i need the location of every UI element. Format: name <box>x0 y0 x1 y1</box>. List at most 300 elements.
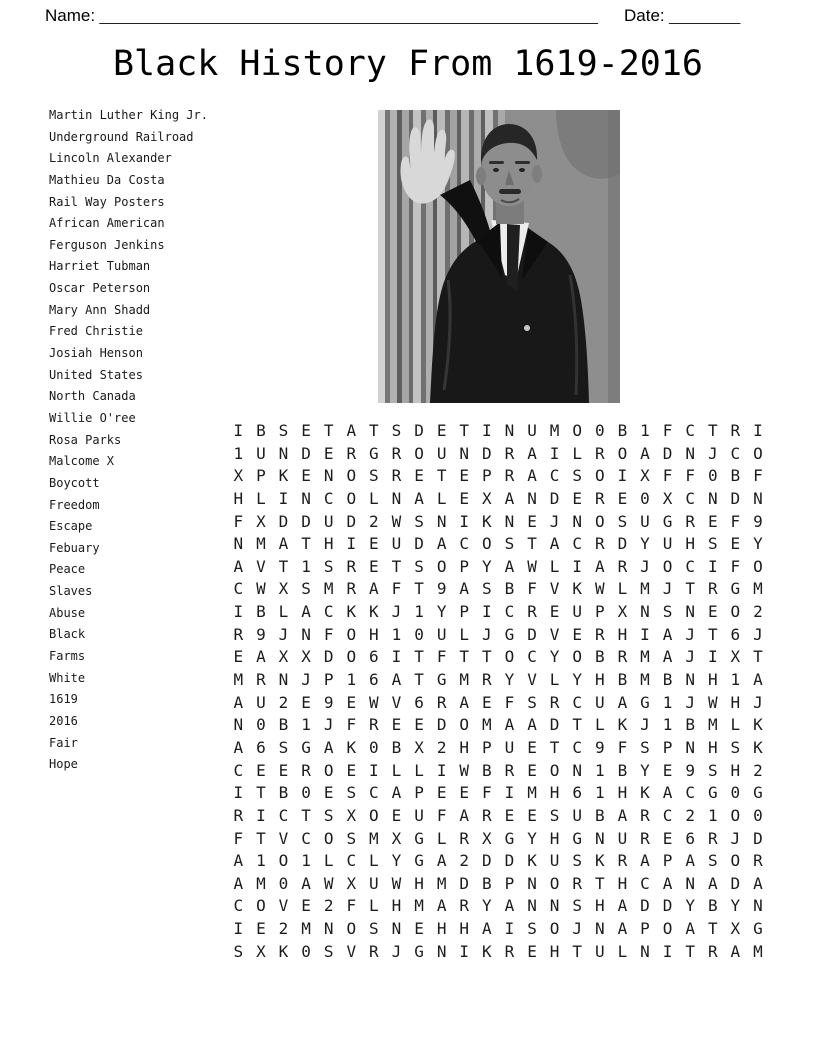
grid-cell: S <box>301 579 311 599</box>
grid-cell: M <box>233 670 244 690</box>
grid-cell: Y <box>482 896 492 916</box>
grid-cell: A <box>662 647 673 667</box>
grid-cell: G <box>504 624 515 644</box>
grid-cell: N <box>504 511 515 531</box>
grid-cell: 0 <box>369 737 379 757</box>
grid-cell: N <box>685 602 695 622</box>
grid-row <box>227 488 769 511</box>
grid-cell: S <box>414 556 424 576</box>
grid-cell: L <box>617 579 628 599</box>
grid-cell: E <box>549 602 560 622</box>
word-list-item: Black <box>49 627 86 642</box>
grid-cell: F <box>436 647 447 667</box>
grid-cell: A <box>436 851 447 871</box>
grid-cell: S <box>323 805 334 825</box>
word-list-item: Malcome X <box>49 454 115 469</box>
grid-cell: G <box>753 783 763 803</box>
grid-row <box>227 760 769 783</box>
grid-row <box>227 624 769 647</box>
grid-cell: M <box>256 873 266 893</box>
grid-cell: U <box>572 602 583 622</box>
grid-cell: X <box>346 805 357 825</box>
grid-cell: Y <box>572 670 583 690</box>
grid-cell: J <box>707 443 718 463</box>
word-list-item: North Canada <box>49 389 136 404</box>
grid-cell: T <box>436 466 447 486</box>
grid-cell: N <box>527 896 537 916</box>
grid-cell: I <box>640 624 650 644</box>
grid-cell: 2 <box>436 737 447 757</box>
grid-cell: L <box>617 941 628 961</box>
grid-cell: R <box>617 556 628 576</box>
grid-cell: R <box>617 851 628 871</box>
grid-cell: F <box>346 896 357 916</box>
grid-row <box>227 578 769 601</box>
grid-cell: U <box>594 941 605 961</box>
grid-cell: R <box>459 828 470 848</box>
grid-cell: J <box>549 511 560 531</box>
grid-cell: E <box>527 805 537 825</box>
grid-cell: A <box>301 873 311 893</box>
grid-cell: A <box>256 647 266 667</box>
grid-cell: E <box>504 805 515 825</box>
grid-cell: 1 <box>640 421 650 440</box>
grid-cell: O <box>549 873 560 893</box>
grid-cell: M <box>549 421 560 440</box>
grid-cell: W <box>391 873 402 893</box>
grid-cell: C <box>685 783 695 803</box>
grid-cell: I <box>278 488 289 508</box>
grid-cell: 6 <box>256 737 266 757</box>
grid-cell: H <box>730 692 741 712</box>
grid-cell: C <box>346 851 357 871</box>
grid-cell: N <box>527 488 537 508</box>
grid-cell: U <box>323 511 334 531</box>
grid-cell: K <box>753 715 763 735</box>
word-list-item: Fred Christie <box>49 324 143 339</box>
grid-cell: G <box>662 511 673 531</box>
name-field <box>45 6 598 26</box>
grid-cell: P <box>256 466 266 486</box>
grid-cell: A <box>685 851 695 871</box>
grid-cell: I <box>707 647 718 667</box>
grid-cell: W <box>527 556 537 576</box>
grid-cell: X <box>233 466 244 486</box>
grid-cell: S <box>391 421 402 440</box>
grid-cell: 2 <box>278 692 289 712</box>
grid-cell: 9 <box>753 511 763 531</box>
grid-cell: Y <box>685 896 695 916</box>
grid-cell: N <box>323 919 334 939</box>
grid-cell: P <box>594 602 605 622</box>
grid-cell: N <box>391 919 402 939</box>
grid-row <box>227 873 769 896</box>
grid-cell: O <box>594 511 605 531</box>
grid-row <box>227 420 769 443</box>
grid-cell: K <box>278 466 289 486</box>
grid-cell: R <box>707 579 718 599</box>
grid-cell: D <box>482 443 492 463</box>
grid-row <box>227 692 769 715</box>
grid-cell: K <box>594 851 605 871</box>
grid-cell: V <box>256 556 266 576</box>
grid-cell: K <box>572 579 583 599</box>
grid-cell: O <box>346 919 357 939</box>
grid-cell: A <box>617 692 628 712</box>
grid-cell: 6 <box>369 647 379 667</box>
grid-cell: K <box>640 783 650 803</box>
grid-cell: U <box>256 692 266 712</box>
grid-cell: T <box>685 941 695 961</box>
grid-cell: 1 <box>730 670 741 690</box>
grid-cell: S <box>482 579 492 599</box>
grid-cell: X <box>482 828 492 848</box>
grid-cell: A <box>730 941 741 961</box>
grid-cell: T <box>459 421 470 440</box>
grid-cell: N <box>301 624 311 644</box>
word-list-item: Martin Luther King Jr. <box>49 108 208 122</box>
grid-cell: R <box>707 828 718 848</box>
grid-cell: O <box>572 647 583 667</box>
grid-cell: W <box>391 511 402 531</box>
grid-cell: O <box>753 556 763 576</box>
grid-cell: S <box>572 466 583 486</box>
grid-cell: C <box>301 828 311 848</box>
grid-row <box>227 805 769 828</box>
grid-cell: A <box>504 896 515 916</box>
grid-cell: U <box>504 737 515 757</box>
grid-row <box>227 465 769 488</box>
grid-cell: E <box>414 715 424 735</box>
grid-cell: N <box>685 873 695 893</box>
grid-cell: P <box>504 873 515 893</box>
page-title: Black History From 1619-2016 <box>112 44 703 84</box>
grid-cell: 1 <box>594 783 605 803</box>
grid-cell: M <box>256 534 266 554</box>
grid-cell: D <box>730 873 741 893</box>
grid-cell: K <box>482 941 492 961</box>
grid-cell: N <box>391 488 402 508</box>
grid-cell: L <box>594 715 605 735</box>
grid-row <box>227 941 769 964</box>
grid-cell: X <box>617 602 628 622</box>
grid-cell: N <box>301 488 311 508</box>
grid-cell: U <box>527 421 537 440</box>
grid-cell: A <box>527 715 537 735</box>
grid-cell: H <box>233 488 244 508</box>
grid-cell: I <box>346 534 357 554</box>
grid-cell: R <box>617 647 628 667</box>
grid-cell: D <box>549 715 560 735</box>
grid-row <box>227 828 769 851</box>
grid-cell: N <box>685 670 695 690</box>
grid-cell: I <box>436 760 447 780</box>
grid-cell: O <box>662 556 673 576</box>
grid-cell: J <box>391 602 402 622</box>
grid-cell: F <box>482 783 492 803</box>
grid-cell: U <box>594 692 605 712</box>
grid-cell: S <box>278 737 289 757</box>
grid-cell: Y <box>482 556 492 576</box>
grid-cell: K <box>617 715 628 735</box>
grid-cell: O <box>730 602 741 622</box>
grid-cell: E <box>436 783 447 803</box>
grid-cell: T <box>572 715 583 735</box>
grid-cell: A <box>323 737 334 757</box>
grid-cell: V <box>278 896 289 916</box>
grid-cell: O <box>549 919 560 939</box>
grid-cell: B <box>256 602 266 622</box>
grid-cell: C <box>527 647 537 667</box>
grid-cell: H <box>549 941 560 961</box>
grid-cell: Y <box>753 534 763 554</box>
grid-cell: L <box>549 670 560 690</box>
grid-cell: E <box>730 534 741 554</box>
grid-cell: E <box>346 692 357 712</box>
grid-cell: S <box>707 851 718 871</box>
grid-cell: T <box>278 556 289 576</box>
grid-cell: 1 <box>662 692 673 712</box>
grid-cell: C <box>640 873 650 893</box>
word-list-item: Oscar Peterson <box>49 281 151 296</box>
grid-cell: N <box>640 602 650 622</box>
grid-cell: S <box>323 556 334 576</box>
grid-cell: E <box>527 941 537 961</box>
grid-cell: I <box>256 805 266 825</box>
grid-cell: R <box>685 511 695 531</box>
grid-cell: E <box>459 488 470 508</box>
grid-cell: 6 <box>685 828 695 848</box>
grid-cell: R <box>256 670 266 690</box>
grid-cell: H <box>685 534 695 554</box>
grid-cell: D <box>504 851 515 871</box>
grid-cell: 1 <box>233 443 244 463</box>
grid-cell: C <box>459 534 470 554</box>
word-list-item: Fair <box>49 735 78 750</box>
grid-cell: A <box>459 692 470 712</box>
grid-cell: I <box>482 602 492 622</box>
grid-cell: V <box>549 579 560 599</box>
grid-cell: N <box>685 443 695 463</box>
grid-cell: R <box>504 760 515 780</box>
grid-cell: P <box>459 556 470 576</box>
grid-cell: N <box>233 715 244 735</box>
word-list <box>49 105 208 776</box>
grid-cell: X <box>414 737 424 757</box>
grid-cell: R <box>346 579 357 599</box>
grid-cell: N <box>640 941 650 961</box>
grid-cell: J <box>391 941 402 961</box>
grid-cell: D <box>414 534 424 554</box>
date-blank-line: ________ <box>669 8 741 25</box>
word-list-item: Willie O'ree <box>49 410 136 425</box>
grid-cell: D <box>549 488 560 508</box>
grid-cell: E <box>323 783 334 803</box>
grid-row <box>227 443 769 466</box>
word-list-item: Boycott <box>49 475 100 490</box>
grid-cell: S <box>662 602 673 622</box>
grid-cell: I <box>233 783 244 803</box>
grid-cell: H <box>617 783 628 803</box>
grid-cell: P <box>640 919 650 939</box>
grid-cell: O <box>346 466 357 486</box>
grid-cell: L <box>414 760 424 780</box>
grid-cell: 0 <box>707 466 718 486</box>
grid-cell: A <box>504 556 515 576</box>
name-blank-line: ________________________________________________________ <box>99 8 598 25</box>
grid-cell: U <box>391 534 402 554</box>
word-list-item: White <box>49 670 86 685</box>
grid-cell: H <box>549 828 560 848</box>
grid-cell: R <box>707 941 718 961</box>
grid-cell: J <box>753 692 763 712</box>
grid-cell: R <box>594 534 605 554</box>
word-list-item: Peace <box>49 562 86 577</box>
grid-cell: E <box>527 511 537 531</box>
grid-cell: S <box>707 534 718 554</box>
grid-cell: S <box>369 919 379 939</box>
word-list-item: United States <box>49 367 143 382</box>
grid-cell: T <box>594 873 605 893</box>
grid-cell: G <box>436 670 447 690</box>
grid-cell: N <box>753 488 763 508</box>
grid-cell: B <box>256 421 266 440</box>
grid-cell: P <box>662 737 673 757</box>
word-list-item: Mathieu Da Costa <box>49 172 165 187</box>
grid-cell: T <box>256 783 266 803</box>
grid-cell: A <box>436 534 447 554</box>
grid-cell: T <box>459 647 470 667</box>
grid-cell: X <box>640 466 650 486</box>
grid-cell: S <box>640 737 650 757</box>
grid-cell: N <box>436 511 447 531</box>
grid-cell: 2 <box>459 851 470 871</box>
grid-cell: C <box>572 692 583 712</box>
grid-cell: D <box>301 511 311 531</box>
grid-cell: J <box>482 624 492 644</box>
grid-cell: E <box>572 488 583 508</box>
grid-cell: Y <box>549 647 560 667</box>
grid-cell: L <box>369 851 379 871</box>
grid-cell: R <box>369 941 379 961</box>
grid-cell: N <box>594 828 605 848</box>
grid-cell: R <box>504 466 515 486</box>
grid-cell: A <box>504 715 515 735</box>
grid-cell: I <box>233 421 244 440</box>
grid-cell: K <box>346 737 357 757</box>
grid-cell: T <box>414 647 424 667</box>
grid-row <box>227 782 769 805</box>
grid-cell: 1 <box>301 851 311 871</box>
grid-cell: C <box>323 602 334 622</box>
grid-cell: U <box>640 511 650 531</box>
grid-cell: I <box>617 466 628 486</box>
grid-cell: H <box>414 873 424 893</box>
word-list-item: 2016 <box>49 713 78 728</box>
grid-cell: B <box>730 466 741 486</box>
grid-cell: J <box>640 715 650 735</box>
grid-cell: J <box>685 692 695 712</box>
grid-cell: E <box>323 443 334 463</box>
grid-cell: E <box>301 896 311 916</box>
grid-cell: M <box>640 579 650 599</box>
grid-cell: E <box>617 488 628 508</box>
grid-cell: R <box>504 941 515 961</box>
grid-cell: A <box>391 670 402 690</box>
grid-cell: N <box>459 443 470 463</box>
grid-cell: T <box>414 670 424 690</box>
grid-cell: A <box>640 851 650 871</box>
grid-cell: J <box>640 556 650 576</box>
grid-cell: M <box>301 919 311 939</box>
grid-cell: U <box>256 443 266 463</box>
grid-cell: N <box>707 488 718 508</box>
grid-cell: 9 <box>323 692 334 712</box>
grid-cell: A <box>594 556 605 576</box>
grid-cell: U <box>549 851 560 871</box>
grid-cell: O <box>730 805 741 825</box>
grid-cell: 9 <box>685 760 695 780</box>
word-list-item: Abuse <box>49 605 86 620</box>
grid-cell: U <box>617 828 628 848</box>
grid-cell: E <box>707 602 718 622</box>
grid-cell: D <box>346 511 357 531</box>
grid-cell: L <box>572 443 583 463</box>
grid-cell: F <box>730 511 741 531</box>
grid-cell: N <box>572 511 583 531</box>
grid-cell: 9 <box>594 737 605 757</box>
grid-cell: H <box>594 896 605 916</box>
grid-cell: P <box>662 851 673 871</box>
grid-cell: S <box>414 511 424 531</box>
grid-cell: D <box>459 873 470 893</box>
grid-cell: T <box>527 534 537 554</box>
grid-cell: E <box>436 421 447 440</box>
grid-cell: 1 <box>414 602 424 622</box>
grid-cell: D <box>482 851 492 871</box>
grid-cell: 1 <box>707 805 718 825</box>
grid-cell: E <box>414 919 424 939</box>
grid-cell: O <box>459 715 470 735</box>
grid-cell: R <box>346 556 357 576</box>
grid-cell: L <box>256 488 266 508</box>
grid-cell: J <box>685 647 695 667</box>
grid-cell: C <box>549 466 560 486</box>
grid-cell: M <box>323 579 334 599</box>
grid-cell: F <box>527 579 537 599</box>
grid-cell: T <box>414 579 424 599</box>
grid-row <box>227 511 769 534</box>
grid-cell: S <box>549 805 560 825</box>
grid-cell: O <box>549 760 560 780</box>
grid-cell: N <box>323 466 334 486</box>
grid-cell: G <box>301 737 311 757</box>
grid-cell: O <box>482 534 492 554</box>
grid-cell: E <box>391 805 402 825</box>
grid-cell: H <box>436 919 447 939</box>
grid-cell: E <box>391 715 402 735</box>
grid-cell: T <box>482 647 492 667</box>
grid-cell: H <box>707 737 718 757</box>
grid-cell: O <box>256 896 266 916</box>
name-label: Name: <box>45 6 96 25</box>
grid-cell: A <box>233 851 244 871</box>
word-list-item: Mary Ann Shadd <box>49 302 151 317</box>
grid-cell: T <box>707 624 718 644</box>
grid-cell: W <box>256 579 266 599</box>
grid-cell: W <box>369 692 379 712</box>
grid-cell: A <box>482 919 492 939</box>
